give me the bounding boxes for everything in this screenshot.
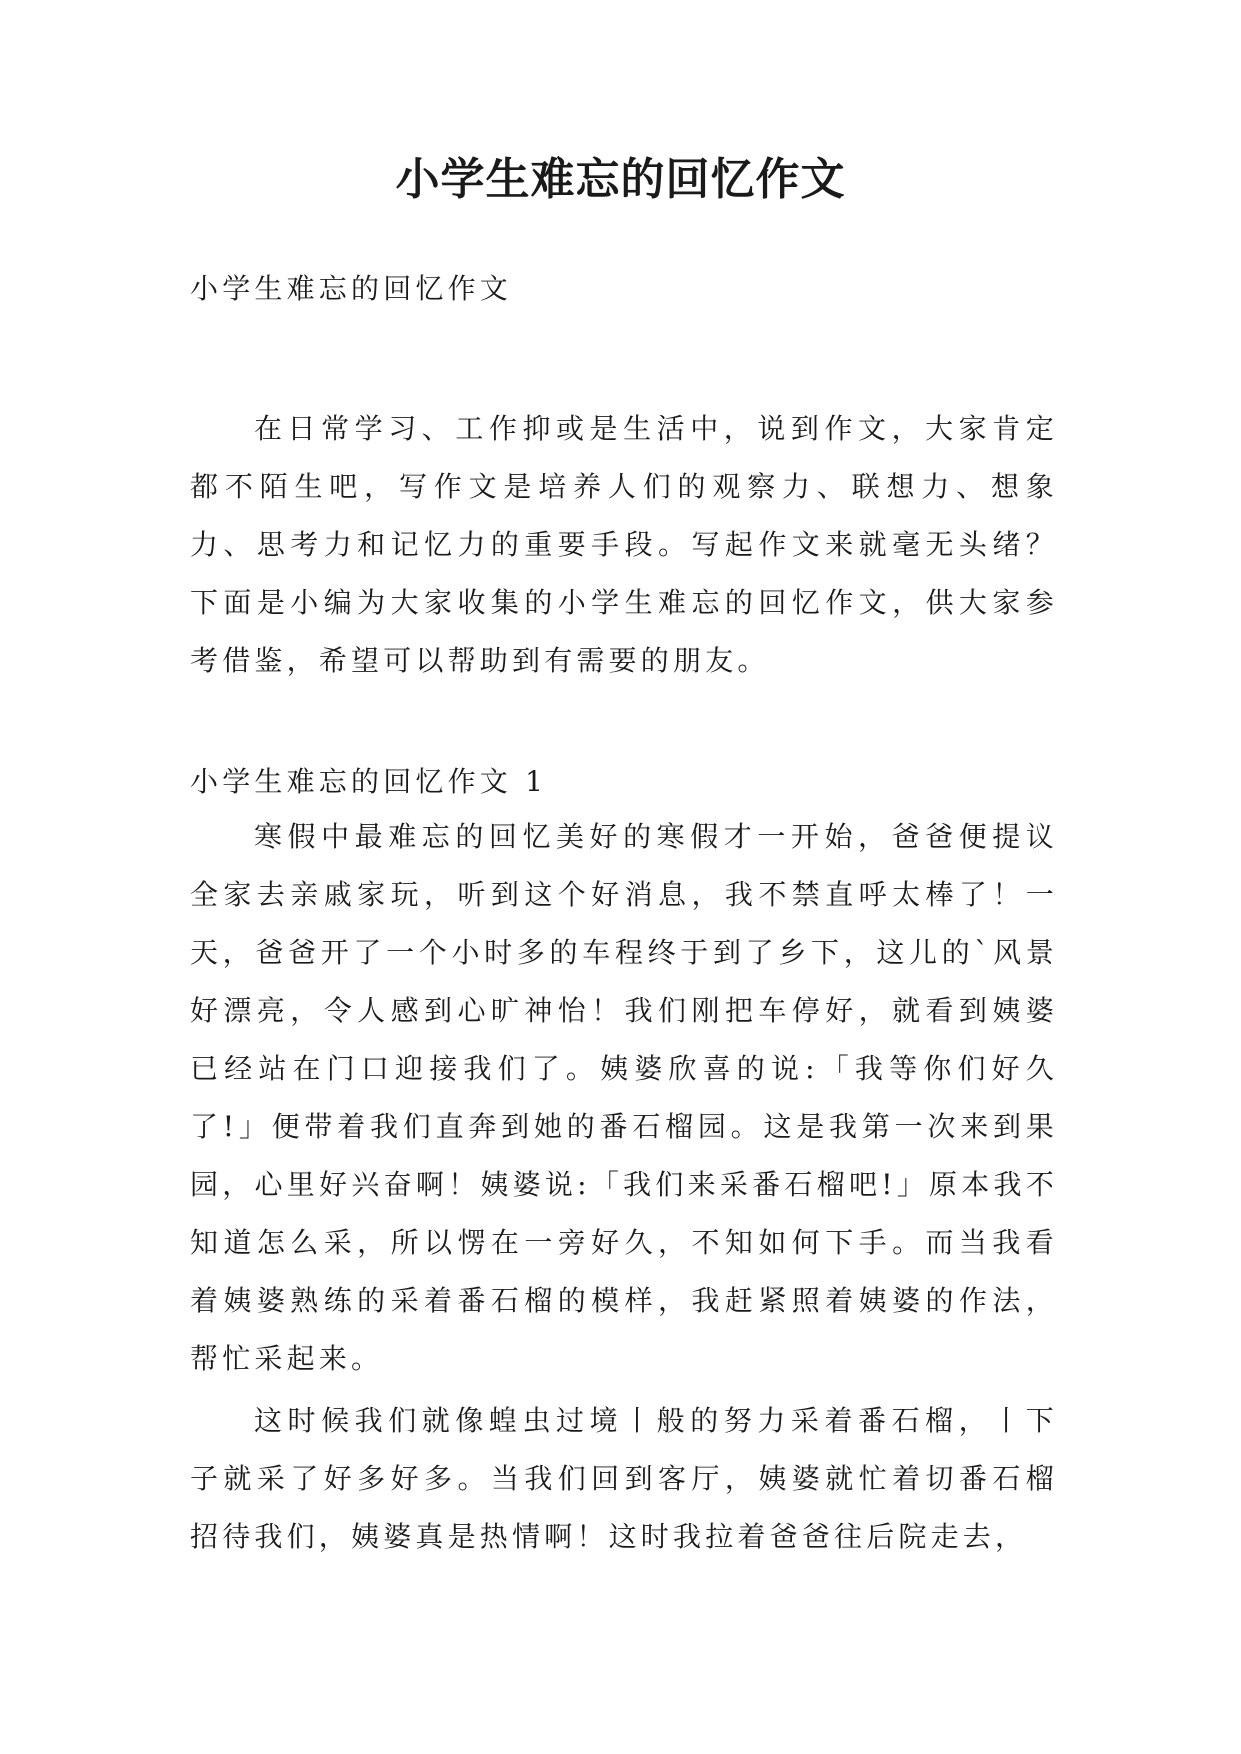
intro-paragraph: 在日常学习、工作抑或是生活中，说到作文，大家肯定都不陌生吧，写作文是培养人们的观察力、联想力、想象力、思考力和记忆力的重要手段。写起作文来就毫无头绪？下面是小编为大家收集的小学生难忘的回忆作文，供大家参考借鉴，希望可以帮助到有需要的朋友。 <box>190 412 1058 677</box>
section-heading: 小学生难忘的回忆作文 1 <box>190 765 548 798</box>
document-subtitle: 小学生难忘的回忆作文 <box>190 272 513 305</box>
document-title: 小学生难忘的回忆作文 <box>395 154 846 205</box>
section-paragraph-2: 这时候我们就像蝗虫过境丨般的努力采着番石榴，丨下子就采了好多好多。当我们回到客厅，姨婆就忙着切番石榴招待我们，姨婆真是热情啊！这时我拉着爸爸往后院走去， <box>190 1404 1058 1553</box>
section-paragraph-1: 寒假中最难忘的回忆美好的寒假才一开始，爸爸便提议全家去亲戚家玩，听到这个好消息，我不禁直呼太棒了！一天，爸爸开了一个小时多的车程终于到了乡下，这儿的`风景好漂亮，令人感到心旷神怡！我们刚把车停好，就看到姨婆已经站在门口迎接我们了。姨婆欣喜的说:「我等你们好久了!」便带着我们直奔到她的番石榴园。这是我第一次来到果园，心里好兴奋啊！姨婆说:「我们来采番石榴吧!」原本我不知道怎么采，所以愣在一旁好久，不知如何下手。而当我看着姨婆熟练的采着番石榴的模样，我赶紧照着姨婆的作法，帮忙采起来。 <box>190 820 1058 1375</box>
